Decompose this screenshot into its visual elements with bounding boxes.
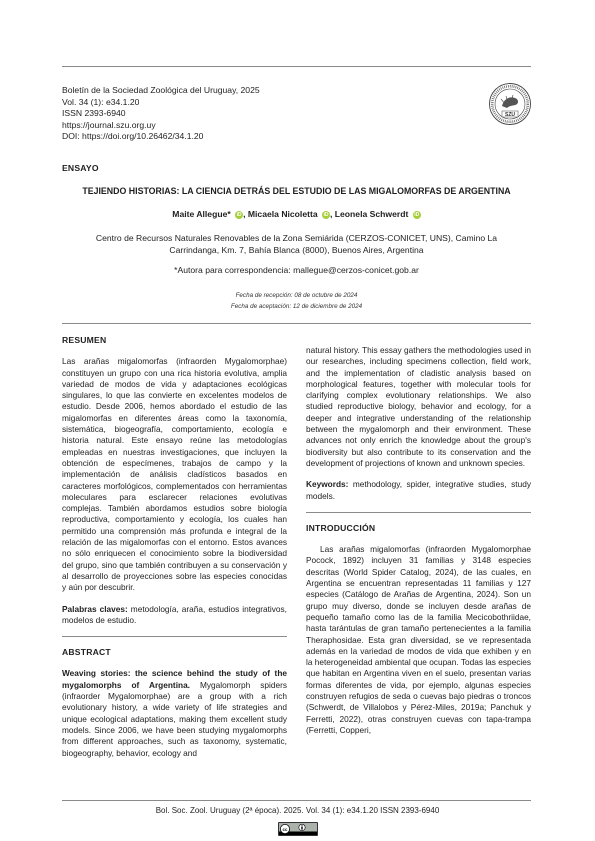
abstract-text-part2: natural history. This essay gathers the methodologies used in our researches, including specimens collection, field work, and the implementation of cladistic analysis based on morphological features, together with molecular tools for clarifying complex evolutionary relationships. We also studied reproductive biology, behavior and ecology, for a deeper and integrative understanding of the relationship between the mygalomorph and their environment. These advances not only enrich the knowledge about the group's biodiversity but also contribute to its conservation and the development of projections of known and unknown species.: [306, 345, 531, 468]
introduccion-heading: INTRODUCCIÓN: [306, 522, 376, 533]
footer-rule: [62, 800, 531, 801]
correspondence-note: *Autora para correspondencia: mallegue@cerzos-conicet.gob.ar: [174, 265, 419, 275]
affiliation-line: Centro de Recursos Naturales Renovables de la Zona Semiárida (CERZOS-CONICET, UNS), Camino La: [95, 233, 498, 243]
divider-rule: [62, 323, 531, 324]
affiliation-line: Carrindanga, Km. 7, Bahía Blanca (8000), Buenos Aires, Argentina: [169, 245, 424, 255]
header-rule: [62, 66, 531, 67]
column-divider: [306, 512, 531, 513]
palabras-claves: [62, 604, 287, 627]
left-column: [62, 335, 287, 759]
submission-dates: [62, 291, 531, 312]
journal-doi[interactable]: DOI: https://doi.org/10.26462/34.1.20: [62, 131, 204, 142]
received-date: Fecha de recepción: 08 de octubre de 2024: [235, 292, 358, 299]
abstract-title: Weaving stories: the science behind the study of the mygalomorphs of Argentina.: [62, 668, 287, 690]
keywords-label: Keywords:: [306, 479, 349, 490]
article-title: TEJIENDO HISTORIAS: LA CIENCIA DETRÁS DEL ESTUDIO DE LAS MIGALOMORFAS DE ARGENTINA: [82, 186, 511, 196]
author-schwerdt: Leonela Schwerdt: [334, 209, 409, 219]
palabras-claves-label: Palabras claves:: [62, 603, 128, 614]
journal-name: Boletín de la Sociedad Zoológica del Uruguay, 2025: [62, 85, 260, 95]
svg-text:cc: cc: [282, 826, 288, 832]
orcid-icon[interactable]: iD: [236, 212, 242, 218]
journal-url[interactable]: https://journal.szu.org.uy: [62, 119, 156, 130]
cc-by-license-icon[interactable]: [278, 822, 318, 836]
abstract-text-part1: Mygalomorph spiders (infraorder Mygalomorphae) are a group with a rich evolutionary history, a wide variety of life strategies and unique ecological adaptations, making them excellent study models. Since 2006, we have been studying mygalomorphs from different approaches, such as taxonomy, systematic, biogeography, behavior, ecology and: [62, 679, 287, 758]
author-separator: ,: [330, 209, 333, 219]
accepted-date: Fecha de aceptación: 12 de diciembre de 2024: [230, 302, 363, 310]
affiliation: [62, 232, 531, 256]
society-seal-logo: [488, 82, 532, 126]
journal-volume: Vol. 34 (1): e34.1.20: [62, 96, 140, 107]
seal-text: SZU: [505, 111, 515, 118]
keywords: [306, 479, 531, 502]
column-divider: [62, 636, 287, 637]
abstract-heading: ABSTRACT: [62, 647, 111, 658]
introduccion-body: Las arañas migalomorfas (infraorden Mygalomorphae Pocock, 1892) incluyen 31 familias y 3148 especies descritas (World Spider Catalog, 2024), de las cuales, en Argentina se encuentran representadas 11 familias y 127 especies (Catálogo de Arañas de Argentina, 2024). Son un grupo muy diverso, donde se incluyen desde arañas de pequeño tamaño como las de la familia Mecicobothriidae, hasta tarántulas de gran tamaño pertenecientes a la familia Theraphosidae. Esta gran diversidad, se ve representada además en la variedad de modos de vida que exhiben y en la heterogeneidad ambiental que ocupan. Todas las especies que habitan en Argentina viven en el suelo, presentan varias formas diferentes de vida, por ejemplo, algunas especies construyen refugios de seda o cuevas bajo piedras o troncos (Schwerdt, de Villalobos y Pérez-Miles, 2019a; Panchuk y Ferretti, 2022), otras construyen cuevas con tapa-trampa (Ferretti, Copperi,: [306, 544, 531, 735]
author-list: [62, 209, 531, 219]
journal-issn: ISSN 2393-6940: [62, 108, 126, 119]
resumen-heading: RESUMEN: [62, 335, 107, 345]
author-allegue: Maite Allegue*: [172, 209, 231, 219]
journal-header: [62, 85, 462, 143]
orcid-icon[interactable]: iD: [323, 212, 329, 218]
abstract-body: [62, 668, 287, 758]
keywords-text: methodology, spider, integrative studies, study models.: [306, 479, 531, 501]
section-type-label: ENSAYO: [62, 163, 99, 173]
right-column: [306, 345, 531, 736]
author-nicoletta: Micaela Nicoletta: [247, 209, 318, 219]
resumen-body: Las arañas migalomorfas (infraorden Mygalomorphae) constituyen un grupo con una rica historia evolutiva, amplia variedad de modos de vida y adaptaciones ecológicas singulares, lo que las convierte en excelentes modelos de estudio. Desde 2006, hemos abordado el estudio de las migalomorfas en diferentes áreas como la taxonomía, sistemática, biogeografía, comportamiento, ecología e historia natural. Este ensayo reúne las metodologías empleadas en nuestras investigaciones, que incluyen la obtención de especímenes, trabajos de campo y la implementación de análisis cladísticos basados en caracteres morfológicos, complementados con herramientas moleculares para esclarecer relaciones evolutivas complejas. También abordamos estudios sobre biología reproductiva, comportamiento y ecología, los cuales han permitido una comprensión más profunda e integral de la relación de las migalomorfas con el entorno. Estos avances no sólo enriquecen el conocimiento sobre la biodiversidad del grupo, sino que también contribuyen a su conservación y al desarrollo de proyecciones sobre las especies conocidas y aún por descubrir.: [62, 356, 287, 593]
footer-citation: Bol. Soc. Zool. Uruguay (2ª época). 2025. Vol. 34 (1): e34.1.20 ISSN 2393-6940: [155, 806, 440, 815]
orcid-icon[interactable]: iD: [414, 212, 420, 218]
palabras-claves-text: metodología, araña, estudios integrativos, modelos de estudio.: [62, 603, 287, 625]
author-separator: ,: [243, 209, 246, 219]
